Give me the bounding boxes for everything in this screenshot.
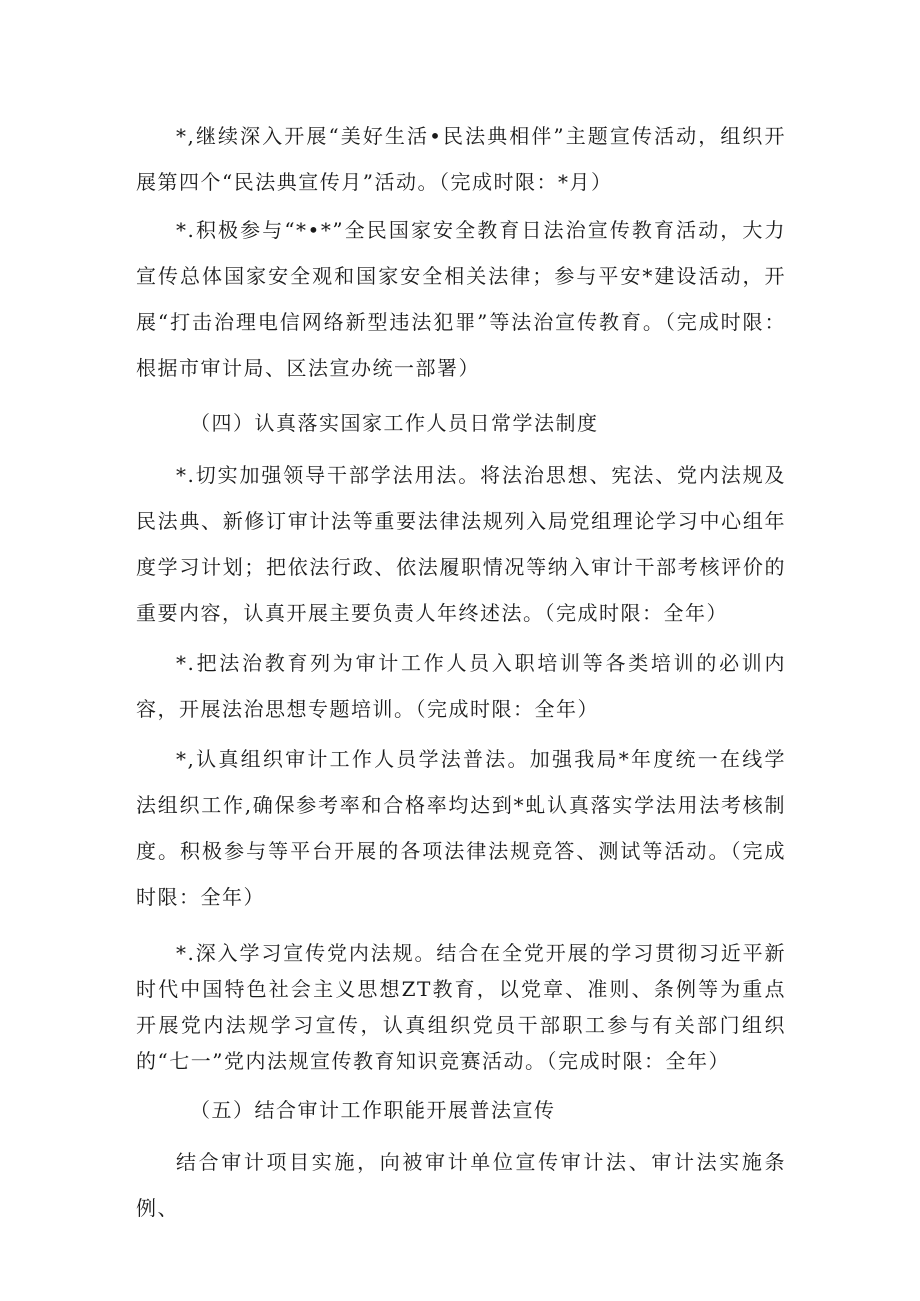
paragraph-audit-publicity: 结合审计项目实施，向被审计单位宣传审计法、审计法实施条例、: [136, 1150, 786, 1220]
paragraph-staff-law-study: *,认真组织审计工作人员学法普法。加强我局*年度统一在线学法组织工作,确保参考率和合格率均达到*虬认真落实学法用法考核制度。积极参与等平台开展的各项法律法规竞答、测试等活动。（完成时限：全年）: [136, 747, 786, 909]
section-heading-5: （五）结合审计工作职能开展普法宣传: [190, 1098, 556, 1122]
paragraph-civil-code-campaign: *,继续深入开展“美好生活•民法典相伴”主题宣传活动，组织开展第四个“民法典宣传月”活动。（完成时限：*月）: [136, 124, 786, 194]
paragraph-party-regulations: *.深入学习宣传党内法规。结合在全党开展的学习贯彻习近平新时代中国特色社会主义思想ZT教育，以党章、准则、条例等为重点开展党内法规学习宣传，认真组织党员干部职工参与有关部门组织的“七一”党内法规宣传教育知识竞赛活动。（完成时限：全年）: [136, 941, 786, 1073]
paragraph-national-security-day: *.积极参与“*•*”全民国家安全教育日法治宣传教育活动，大力宣传总体国家安全观和国家安全相关法律；参与平安*建设活动，开展“打击治理电信网络新型违法犯罪”等法治宣传教育。（完成时限：根据市审计局、区法宣办统一部署）: [136, 218, 786, 380]
section-heading-4: （四）认真落实国家工作人员日常学法制度: [190, 411, 599, 435]
paragraph-leader-law-study: *.切实加强领导干部学法用法。将法治思想、宪法、党内法规及民法典、新修订审计法等重要法律法规列入局党组理论学习中心组年度学习计划；把依法行政、依法履职情况等纳入审计干部考核评价的重要内容，认真开展主要负责人年终述法。（完成时限：全年）: [136, 463, 786, 625]
paragraph-law-training: *.把法治教育列为审计工作人员入职培训等各类培训的必训内容，开展法治思想专题培训。（完成时限：全年）: [136, 651, 786, 721]
